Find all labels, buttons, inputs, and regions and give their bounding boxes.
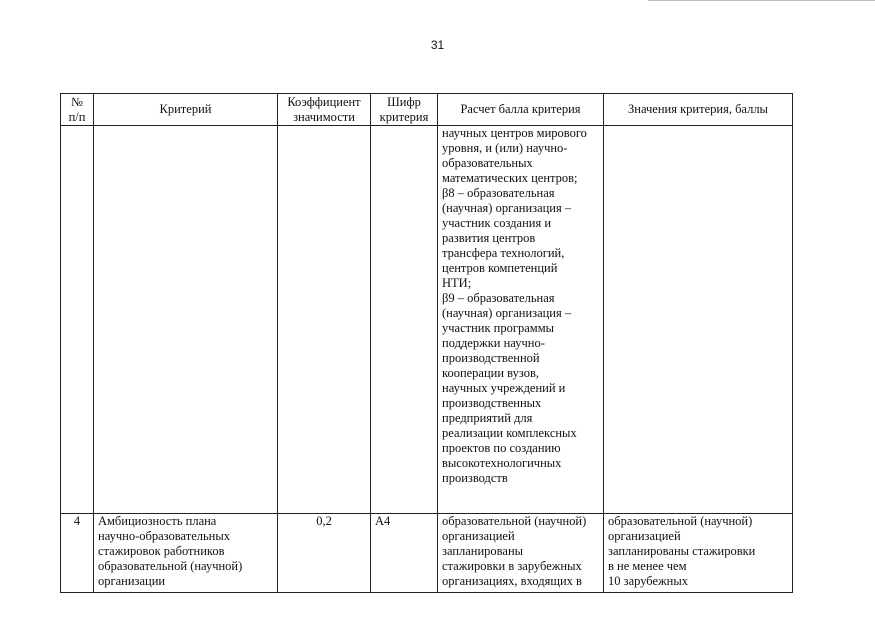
text-line: β8 – образовательная [442, 186, 555, 200]
text-line: реализации комплексных [442, 426, 577, 440]
cell-num [61, 126, 94, 514]
header-criterion: Критерий [94, 94, 278, 126]
text-line: 10 зарубежных [608, 574, 688, 588]
page-number: 31 [430, 38, 445, 52]
cell-code [371, 126, 438, 514]
text-line: поддержки научно- [442, 336, 545, 350]
text-line: в не менее чем [608, 559, 687, 573]
text-line: развития центров [442, 231, 536, 245]
header-num-line-1: № [71, 94, 83, 109]
text-line: кооперации вузов, [442, 366, 540, 380]
text-line: производств [442, 471, 508, 485]
criteria-table [60, 93, 793, 593]
text-line: (научная) организация – [442, 201, 572, 215]
header-code-line-2: критерия [379, 109, 429, 124]
text-line: запланированы [442, 544, 524, 558]
text-line: образовательной (научной) [98, 559, 243, 573]
header-row [61, 94, 793, 126]
text-line: центров компетенций [442, 261, 558, 275]
top-edge-line [648, 0, 875, 1]
cell-criterion [94, 514, 278, 593]
header-coefficient [278, 94, 371, 126]
cell-values [604, 126, 793, 514]
text-line: стажировок работников [98, 544, 225, 558]
text-line: математических центров; [442, 171, 578, 185]
header-num-line-2: п/п [68, 109, 86, 124]
header-num [61, 94, 94, 126]
cell-values [604, 514, 793, 593]
cell-num: 4 [61, 514, 94, 593]
text-line: образовательных [442, 156, 533, 170]
text-line: участник создания и [442, 216, 552, 230]
text-line: производственных [442, 396, 542, 410]
cell-calculation [438, 126, 604, 514]
text-line: Амбициозность плана [98, 514, 217, 528]
text-line: проектов по созданию [442, 441, 561, 455]
text-line: научных учреждений и [442, 381, 566, 395]
cell-coefficient [278, 126, 371, 514]
table-row-4 [61, 514, 793, 593]
header-code-line-1: Шифр [387, 94, 421, 109]
text-line: научно-образовательных [98, 529, 231, 543]
header-values: Значения критерия, баллы [604, 94, 793, 126]
table-row-continuation [61, 126, 793, 514]
text-line: запланированы стажировки [608, 544, 756, 558]
text-line: участник программы [442, 321, 555, 335]
text-line: стажировки в зарубежных [442, 559, 582, 573]
text-line: (научная) организация – [442, 306, 572, 320]
cell-calculation [438, 514, 604, 593]
text-line: предприятий для [442, 411, 533, 425]
text-line: научных центров мирового [442, 126, 587, 140]
cell-code: А4 [371, 514, 438, 593]
text-line: уровня, и (или) научно- [442, 141, 568, 155]
text-line: производственной [442, 351, 540, 365]
text-line: организацией [608, 529, 681, 543]
text-line: β9 – образовательная [442, 291, 555, 305]
text-line: трансфера технологий, [442, 246, 565, 260]
text-line: организациях, входящих в [442, 574, 582, 588]
text-line: организации [98, 574, 166, 588]
text-line: организацией [442, 529, 515, 543]
text-line: образовательной (научной) [608, 514, 753, 528]
header-code [371, 94, 438, 126]
header-calculation: Расчет балла критерия [438, 94, 604, 126]
header-coefficient-line-1: Коэффициент [287, 94, 361, 109]
header-coefficient-line-2: значимости [293, 109, 355, 124]
cell-coefficient: 0,2 [278, 514, 371, 593]
text-line: НТИ; [442, 276, 472, 290]
cell-criterion [94, 126, 278, 514]
text-line: образовательной (научной) [442, 514, 587, 528]
text-line: высокотехнологичных [442, 456, 562, 470]
